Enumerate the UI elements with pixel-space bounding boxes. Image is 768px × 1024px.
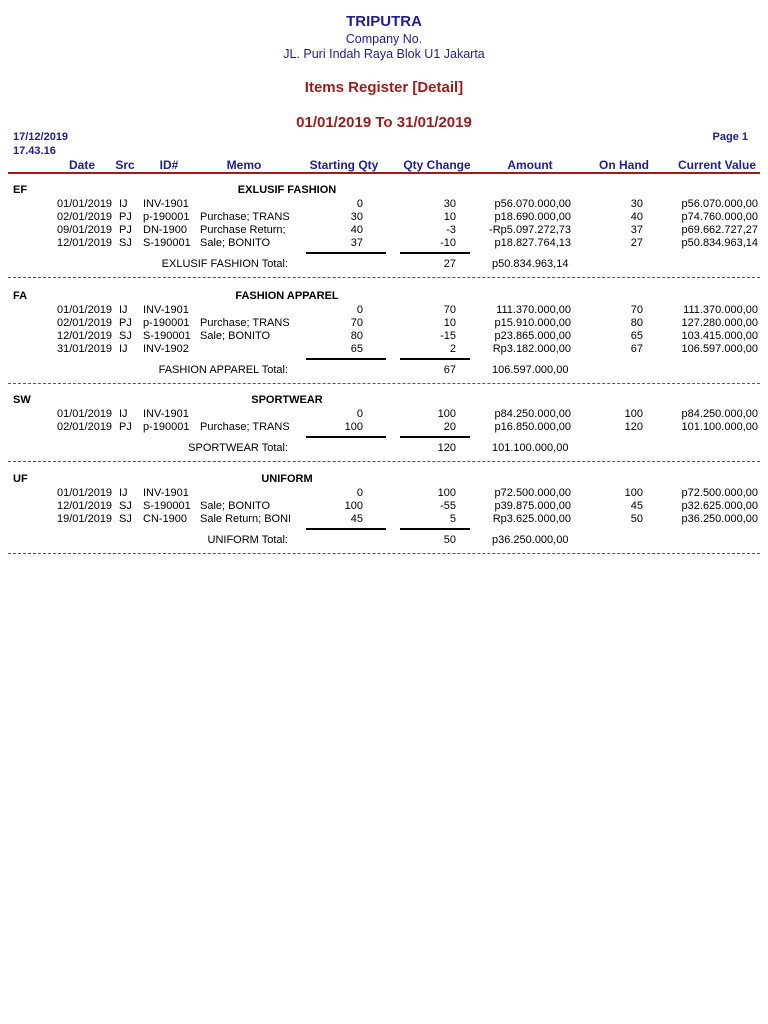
row-amount: p39.875.000,00 <box>494 500 571 512</box>
row-current-value: 111.370.000,00 <box>683 304 758 316</box>
row-on-hand: 100 <box>624 408 643 420</box>
row-starting-qty: 40 <box>350 224 363 236</box>
column-header-id: ID# <box>159 158 179 172</box>
row-src: SJ <box>119 513 132 525</box>
total-underline-qty-change <box>400 252 470 254</box>
row-amount: Rp3.625.000,00 <box>492 513 571 525</box>
group-total-label: SPORTWEAR Total: <box>188 442 288 454</box>
row-amount: -Rp5.097.272,73 <box>489 224 571 236</box>
row-current-value: p36.250.000,00 <box>681 513 758 525</box>
row-qty-change: -55 <box>440 500 456 512</box>
group-name: EXLUSIF FASHION <box>237 184 337 196</box>
row-src: PJ <box>119 224 132 236</box>
row-starting-qty: 80 <box>350 330 363 342</box>
row-starting-qty: 70 <box>350 317 363 329</box>
row-on-hand: 80 <box>630 317 643 329</box>
row-current-value: p84.250.000,00 <box>681 408 758 420</box>
row-date: 12/01/2019 <box>57 330 113 342</box>
row-starting-qty: 0 <box>356 487 363 499</box>
column-header-on-hand: On Hand <box>599 158 649 172</box>
group-separator <box>8 461 760 462</box>
group-total-label: FASHION APPAREL Total: <box>158 364 288 376</box>
header-divider <box>8 172 760 174</box>
row-starting-qty: 37 <box>350 237 363 249</box>
row-on-hand: 40 <box>630 211 643 223</box>
row-date: 12/01/2019 <box>57 500 113 512</box>
row-src: PJ <box>119 421 132 433</box>
row-src: IJ <box>119 343 128 355</box>
report-title: Items Register [Detail] <box>304 79 464 96</box>
row-id: CN-1900 <box>143 513 188 525</box>
row-amount: p18.690.000,00 <box>494 211 571 223</box>
row-id: INV-1901 <box>143 304 189 316</box>
row-src: IJ <box>119 198 128 210</box>
total-underline-starting-qty <box>306 252 386 254</box>
row-src: IJ <box>119 487 128 499</box>
row-amount: 111.370.000,00 <box>496 304 571 316</box>
row-id: INV-1901 <box>143 487 189 499</box>
row-qty-change: 10 <box>443 317 456 329</box>
row-amount: p15.910.000,00 <box>494 317 571 329</box>
row-date: 01/01/2019 <box>57 198 113 210</box>
row-amount: p16.850.000,00 <box>494 421 571 433</box>
column-header-current-value: Current Value <box>677 158 757 172</box>
row-id: INV-1901 <box>143 408 189 420</box>
group-total-amount: 101.100.000,00 <box>492 442 569 454</box>
company-name: TRIPUTRA <box>346 13 422 30</box>
group-name: UNIFORM <box>261 473 313 485</box>
total-underline-starting-qty <box>306 436 386 438</box>
report-period: 01/01/2019 To 31/01/2019 <box>296 114 472 131</box>
row-on-hand: 37 <box>630 224 643 236</box>
row-current-value: 103.415.000,00 <box>681 330 758 342</box>
group-code: SW <box>13 394 31 406</box>
row-starting-qty: 100 <box>344 421 363 433</box>
group-separator <box>8 277 760 278</box>
row-date: 19/01/2019 <box>57 513 113 525</box>
row-qty-change: 100 <box>437 408 456 420</box>
group-total-label: UNIFORM Total: <box>207 534 288 546</box>
total-underline-starting-qty <box>306 358 386 360</box>
total-underline-qty-change <box>400 436 470 438</box>
row-src: SJ <box>119 237 132 249</box>
group-total-qty-change: 67 <box>443 364 456 376</box>
column-header-qty-change: Qty Change <box>403 158 471 172</box>
row-qty-change: 2 <box>449 343 456 355</box>
row-amount: p23.865.000,00 <box>494 330 571 342</box>
group-name: SPORTWEAR <box>251 394 323 406</box>
row-date: 01/01/2019 <box>57 304 113 316</box>
row-memo: Purchase; TRANS <box>200 317 290 329</box>
row-src: PJ <box>119 211 132 223</box>
column-header-src: Src <box>115 158 135 172</box>
row-starting-qty: 30 <box>350 211 363 223</box>
row-amount: p84.250.000,00 <box>494 408 571 420</box>
row-amount: Rp3.182.000,00 <box>492 343 571 355</box>
column-header-memo: Memo <box>226 158 262 172</box>
row-id: p-190001 <box>143 317 190 329</box>
row-src: IJ <box>119 408 128 420</box>
row-date: 31/01/2019 <box>57 343 113 355</box>
row-id: S-190001 <box>143 237 191 249</box>
row-id: p-190001 <box>143 421 190 433</box>
row-qty-change: -15 <box>440 330 456 342</box>
row-current-value: 101.100.000,00 <box>681 421 758 433</box>
row-qty-change: 20 <box>443 421 456 433</box>
row-starting-qty: 65 <box>350 343 363 355</box>
row-id: INV-1902 <box>143 343 189 355</box>
row-date: 01/01/2019 <box>57 487 113 499</box>
row-on-hand: 27 <box>630 237 643 249</box>
row-date: 09/01/2019 <box>57 224 113 236</box>
row-starting-qty: 0 <box>356 408 363 420</box>
group-code: EF <box>13 184 28 196</box>
row-amount: p56.070.000,00 <box>494 198 571 210</box>
company-address: JL. Puri Indah Raya Blok U1 Jakarta <box>283 47 485 61</box>
group-total-amount: 106.597.000,00 <box>492 364 569 376</box>
column-header-starting-qty: Starting Qty <box>309 158 379 172</box>
row-qty-change: 5 <box>449 513 456 525</box>
row-qty-change: 10 <box>443 211 456 223</box>
row-current-value: p50.834.963,14 <box>681 237 758 249</box>
group-name: FASHION APPAREL <box>235 290 339 302</box>
row-memo: Sale Return; BONI <box>200 513 292 525</box>
row-amount: p18.827.764,13 <box>494 237 571 249</box>
total-underline-qty-change <box>400 528 470 530</box>
column-header-date: Date <box>68 158 95 172</box>
row-src: SJ <box>119 330 132 342</box>
row-qty-change: 100 <box>437 487 456 499</box>
group-total-qty-change: 27 <box>443 258 456 270</box>
row-on-hand: 100 <box>624 487 643 499</box>
row-on-hand: 67 <box>630 343 643 355</box>
row-current-value: p69.662.727,27 <box>681 224 758 236</box>
row-starting-qty: 0 <box>356 198 363 210</box>
group-separator <box>8 383 760 384</box>
row-qty-change: 30 <box>443 198 456 210</box>
row-date: 01/01/2019 <box>57 408 113 420</box>
group-total-qty-change: 120 <box>437 442 456 454</box>
group-code: UF <box>13 473 28 485</box>
row-on-hand: 30 <box>630 198 643 210</box>
row-src: SJ <box>119 500 132 512</box>
group-total-label: EXLUSIF FASHION Total: <box>161 258 288 270</box>
row-qty-change: 70 <box>443 304 456 316</box>
row-memo: Sale; BONITO <box>200 330 271 342</box>
row-qty-change: -3 <box>446 224 456 236</box>
column-header-amount: Amount <box>507 158 553 172</box>
row-starting-qty: 0 <box>356 304 363 316</box>
print-time: 17.43.16 <box>13 145 56 157</box>
row-date: 02/01/2019 <box>57 317 113 329</box>
print-date: 17/12/2019 <box>13 131 69 143</box>
row-current-value: 106.597.000,00 <box>681 343 758 355</box>
group-total-qty-change: 50 <box>443 534 456 546</box>
group-total-amount: p36.250.000,00 <box>492 534 569 546</box>
row-id: S-190001 <box>143 330 191 342</box>
row-starting-qty: 45 <box>350 513 363 525</box>
row-on-hand: 120 <box>624 421 643 433</box>
row-id: DN-1900 <box>143 224 188 236</box>
row-on-hand: 70 <box>630 304 643 316</box>
row-current-value: p74.760.000,00 <box>681 211 758 223</box>
group-total-amount: p50.834.963,14 <box>492 258 569 270</box>
total-underline-qty-change <box>400 358 470 360</box>
row-date: 02/01/2019 <box>57 211 113 223</box>
row-amount: p72.500.000,00 <box>494 487 571 499</box>
row-memo: Sale; BONITO <box>200 500 271 512</box>
row-id: p-190001 <box>143 211 190 223</box>
row-memo: Sale; BONITO <box>200 237 271 249</box>
row-on-hand: 50 <box>630 513 643 525</box>
row-current-value: p32.625.000,00 <box>681 500 758 512</box>
group-separator <box>8 553 760 554</box>
row-on-hand: 45 <box>630 500 643 512</box>
row-on-hand: 65 <box>630 330 643 342</box>
row-memo: Purchase; TRANS <box>200 211 290 223</box>
total-underline-starting-qty <box>306 528 386 530</box>
page-number: Page 1 <box>712 131 748 143</box>
row-starting-qty: 100 <box>344 500 363 512</box>
row-current-value: p72.500.000,00 <box>681 487 758 499</box>
row-src: PJ <box>119 317 132 329</box>
row-current-value: 127.280.000,00 <box>681 317 758 329</box>
row-current-value: p56.070.000,00 <box>681 198 758 210</box>
row-qty-change: -10 <box>440 237 456 249</box>
company-number: Company No. <box>345 32 423 46</box>
row-id: INV-1901 <box>143 198 189 210</box>
group-code: FA <box>13 290 28 302</box>
row-date: 12/01/2019 <box>57 237 113 249</box>
row-memo: Purchase; TRANS <box>200 421 290 433</box>
row-date: 02/01/2019 <box>57 421 113 433</box>
row-memo: Purchase Return; <box>200 224 286 236</box>
row-src: IJ <box>119 304 128 316</box>
row-id: S-190001 <box>143 500 191 512</box>
